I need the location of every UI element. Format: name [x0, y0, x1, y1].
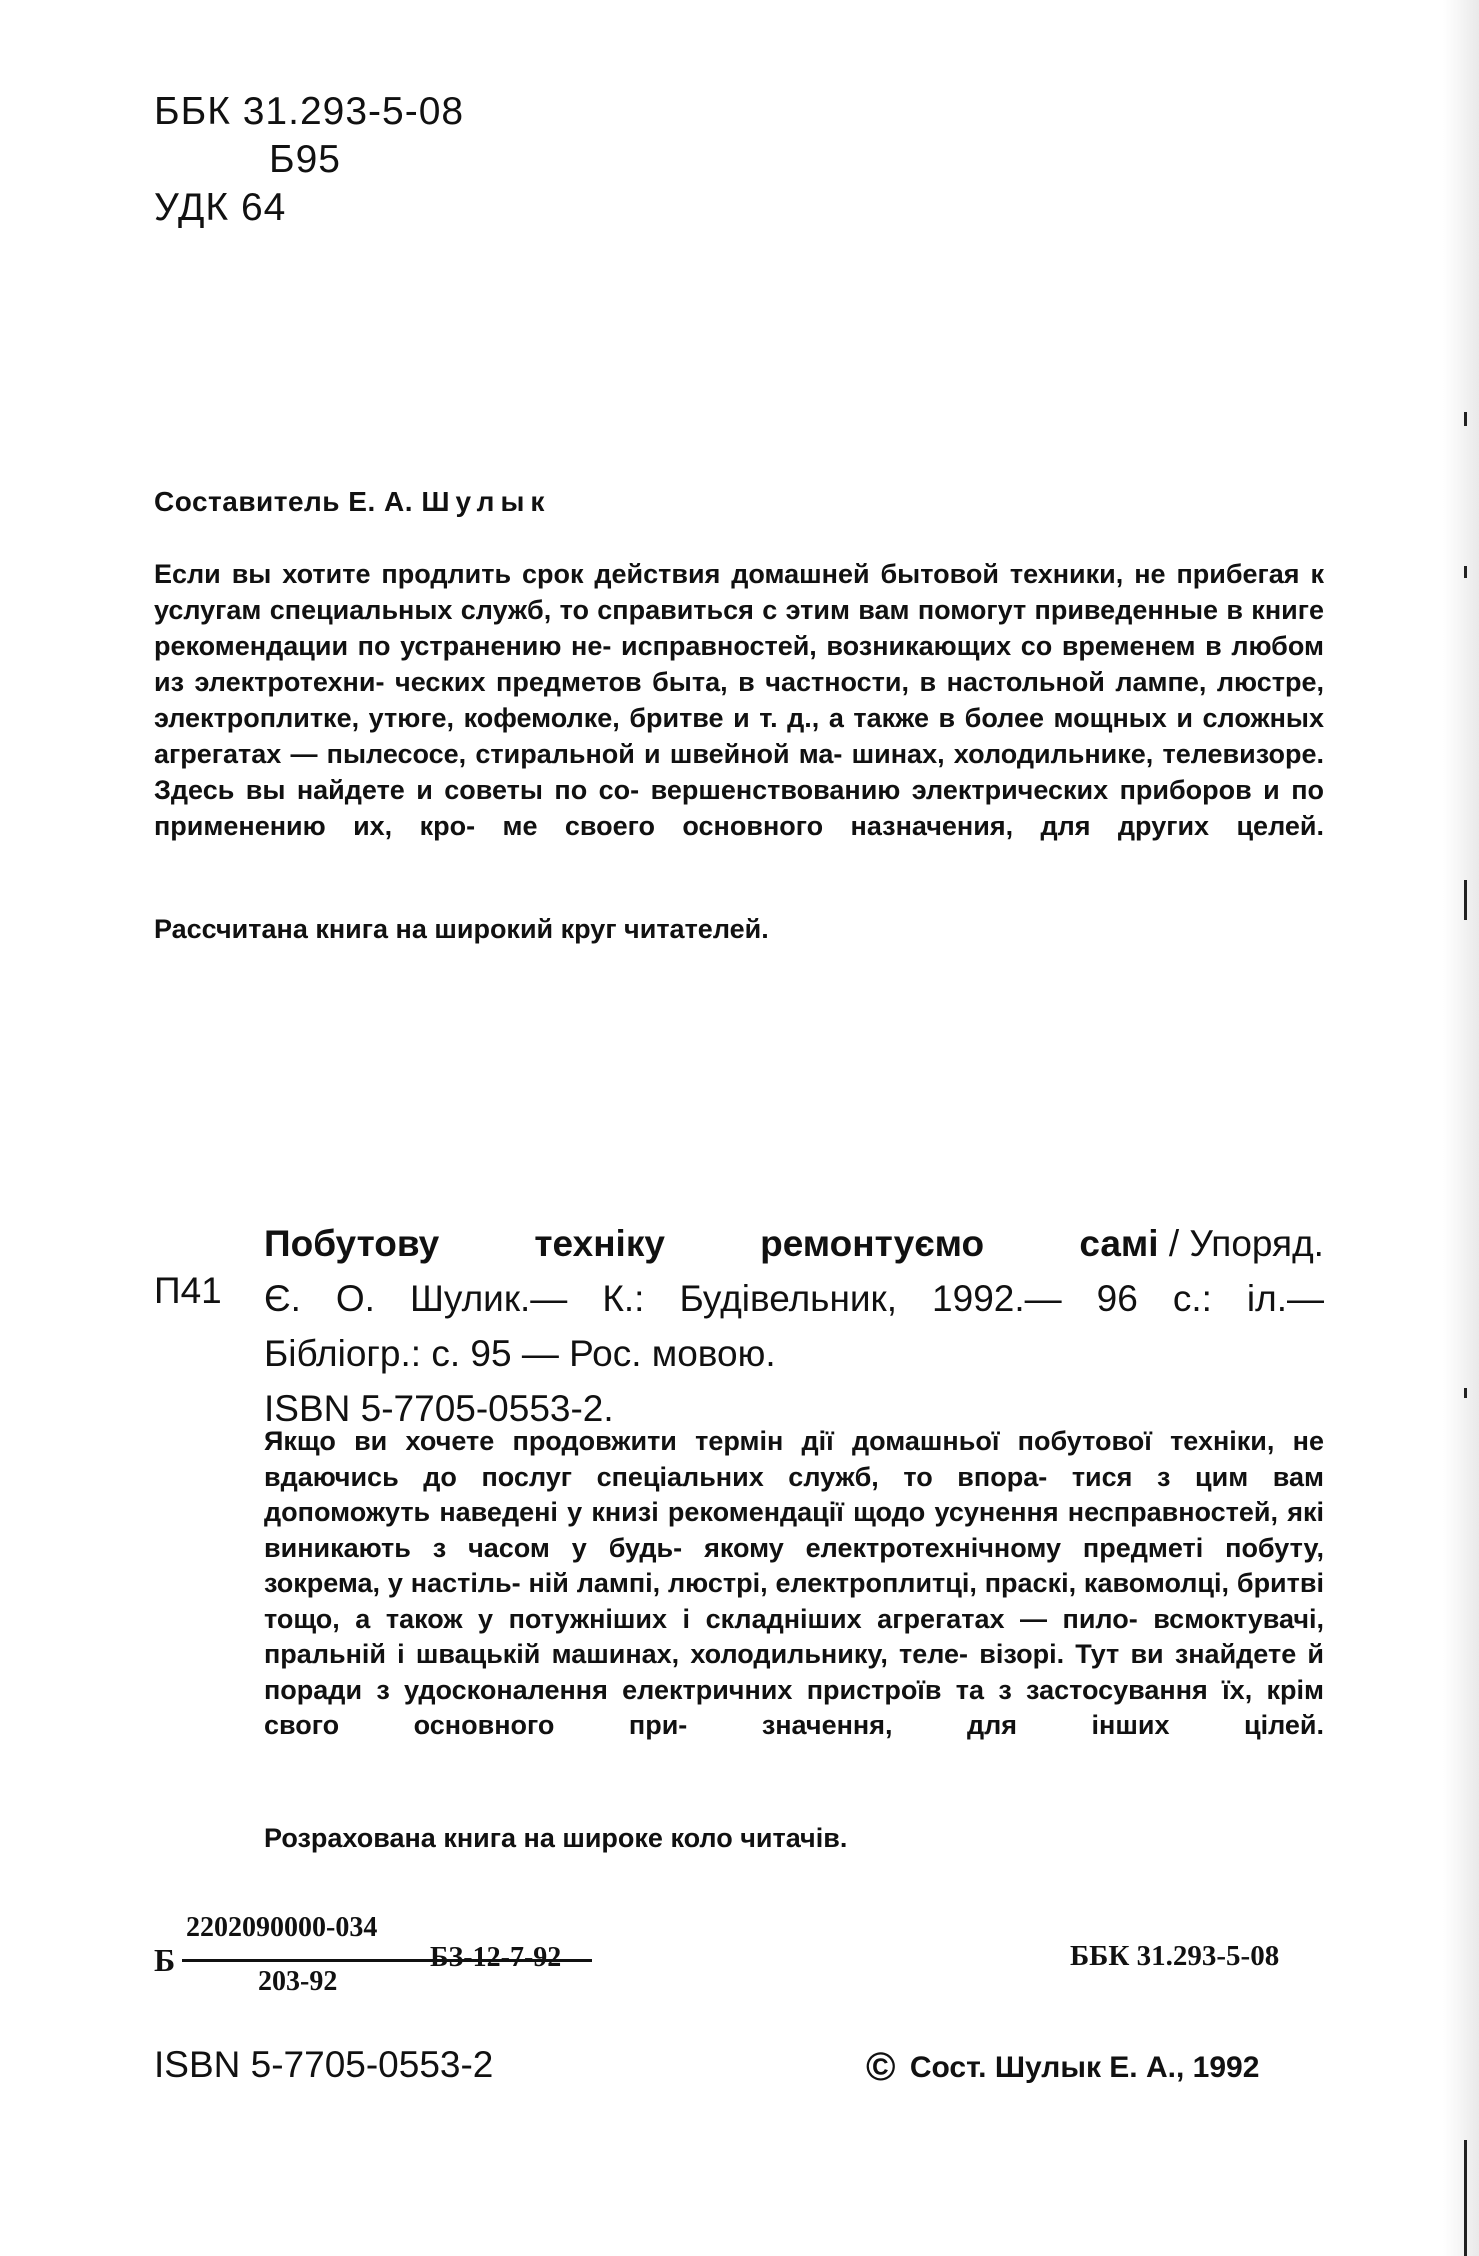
abstract-line: ме своего основного назначения, для других целей. — [502, 811, 1324, 841]
abstract-line: исправностей, возникающих со временем в любом из электротехни- — [154, 631, 1324, 697]
abstract-line: мощных и сложных агрегатах — пылесосе, стиральной и швейной ма- — [154, 703, 1324, 769]
catalog-imprint-line: Є. О. Шулик.— К.: Будівельник, 1992.— 96 с.: іл.— — [264, 1278, 1324, 1319]
page-edge — [1443, 0, 1479, 2256]
ukrainian-abstract — [264, 1424, 1324, 1744]
classification-block — [154, 88, 464, 232]
abstract-line: якому електротехнічному предметі побуту, зокрема, у настіль- — [264, 1532, 1324, 1598]
title-rest: / Упоряд. — [1168, 1223, 1324, 1264]
abstract-line: вам помогут приведенные в книге рекомендации по устранению не- — [154, 595, 1324, 661]
abstract-line: Якщо ви хочете продовжити термін дії домашньої побутової — [264, 1426, 1152, 1456]
abstract-line: техніки, не вдаючись до послуг спеціальних служб, то впора- — [264, 1426, 1324, 1492]
russian-audience-note: Рассчитана книга на широкий круг читателей. — [154, 914, 769, 944]
edge-mark — [1464, 1388, 1467, 1398]
abstract-line: візорі. Тут ви знайдете й поради з удосконалення електричних — [264, 1639, 1324, 1705]
abstract-line: щодо усунення несправностей, які виникають з часом у будь- — [264, 1497, 1324, 1563]
abstract-line: Если вы хотите продлить срок действия домашней бытовой техники, — [154, 559, 1124, 589]
copyright-text: Сост. Шулык Е. А., 1992 — [909, 2051, 1260, 2084]
abstract-line: ческих предметов быта, в частности, в настольной лампе, люстре, — [395, 667, 1324, 697]
abstract-line: не прибегая к услугам специальных служб, то справиться с этим — [154, 559, 1324, 625]
title-word: техніку — [534, 1223, 665, 1264]
edge-mark — [1464, 566, 1467, 578]
imprint-denominator: 203-92 — [258, 1966, 338, 1997]
edge-mark — [1464, 2140, 1467, 2256]
catalog-bibliography-line: Бібліогр.: с. 95 — Рос. мовою. — [264, 1333, 776, 1374]
abstract-line: тощо, а також у потужніших і складніших агрегатах — пило- — [264, 1603, 1138, 1634]
abstract-line: значення, для інших цілей. — [761, 1710, 1324, 1740]
abstract-line: ній лампі, люстрі, електроплитці, праскі, кавомолці, бритві — [528, 1568, 1324, 1598]
edge-mark — [1464, 880, 1467, 920]
edge-mark — [1464, 412, 1467, 426]
title-word: Побутову — [264, 1223, 440, 1264]
author-mark: Б95 — [269, 138, 341, 181]
compiler-name: Шулык — [421, 486, 551, 517]
udk-code: УДК 64 — [154, 186, 287, 229]
compiler-label: Составитель Е. А. — [154, 486, 414, 517]
bbk-code-bottom: ББК 31.293-5-08 — [1070, 1940, 1280, 1972]
abstract-line: шинах, холодильнике, телевизоре. Здесь вы найдете и советы по со- — [154, 739, 1324, 805]
ukrainian-audience-note: Розрахована книга на широке коло читачів. — [264, 1823, 848, 1853]
abstract-line: тися з цим вам допоможуть наведені у книзі рекомендації — [264, 1461, 1324, 1527]
catalog-title-line — [264, 1216, 1324, 1271]
copyright-line — [866, 2045, 1259, 2090]
isbn-bottom: ISBN 5-7705-0553-2 — [154, 2044, 494, 2085]
copyright-icon: © — [866, 2045, 896, 2089]
catalog-isbn: ISBN 5-7705-0553-2. — [264, 1388, 614, 1429]
abstract-line: электроплитке, утюге, кофемолке, бритве и т. д., а также в более — [154, 703, 1044, 733]
compiler-line — [154, 486, 550, 518]
imprint-price-code: БЗ-12-7-92 — [430, 1942, 562, 1973]
russian-abstract — [154, 556, 1324, 844]
abstract-line: всмоктувачі, пральній і швацькій машинах, холодильнику, теле- — [264, 1603, 1324, 1669]
title-word: самі — [1079, 1223, 1159, 1264]
catalog-code: П41 — [154, 1270, 222, 1311]
title-word: ремонтуємо — [760, 1223, 985, 1264]
imprint-numerator: 2202090000-034 — [186, 1912, 378, 1943]
catalog-entry — [264, 1216, 1324, 1436]
abstract-line: пристроїв та з застосування їх, крім свого основного при- — [264, 1674, 1324, 1740]
abstract-line: вершенствованию электрических приборов и по применению их, кро- — [154, 775, 1324, 841]
imprint-letter: Б — [154, 1942, 176, 1978]
bbk-code: ББК 31.293-5-08 — [154, 90, 465, 133]
